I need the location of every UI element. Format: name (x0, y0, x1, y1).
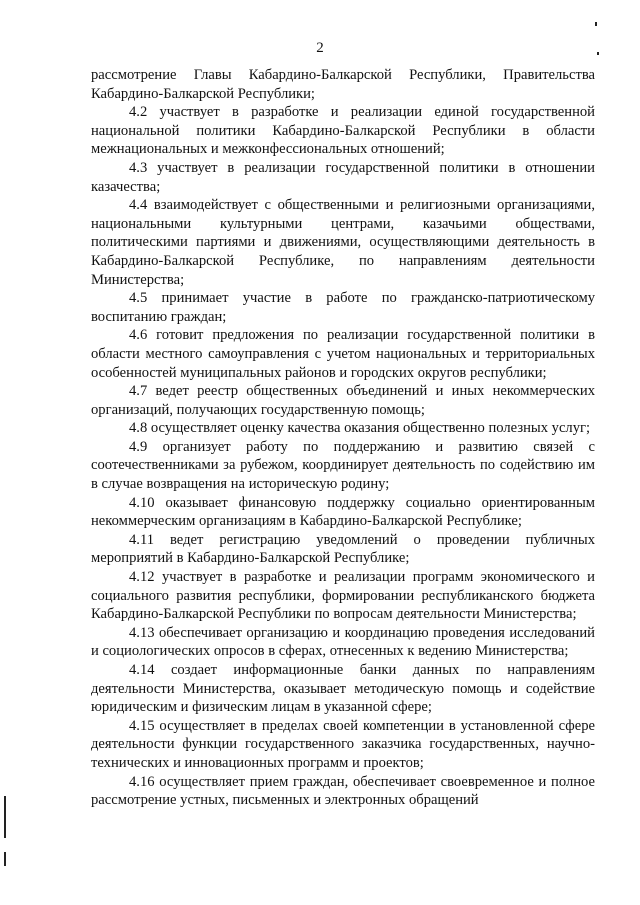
paragraph-4-9: 4.9 организует работу по поддержанию и развитию связей с соотечественниками за рубежом, координирует деятельность по содействию им в случае возвращения на историческую родину; (91, 438, 595, 493)
paragraph-4-10: 4.10 оказывает финансовую поддержку социально ориентированным некоммерческим организациям в Кабардино-Балкарской Республике; (91, 494, 595, 530)
document-body (91, 66, 595, 810)
paragraph-4-6: 4.6 готовит предложения по реализации государственной политики в области местного самоуправления с учетом национальных и территориальных особенностей муниципальных районов и городских округов республики; (91, 327, 595, 381)
paragraph-4-5: 4.5 принимает участие в работе по гражданско-патриотическому воспитанию граждан; (91, 290, 595, 325)
paragraph-4-11: 4.11 ведет регистрацию уведомлений о проведении публичных мероприятий в Кабардино-Балкарской Республике; (91, 531, 595, 567)
paragraph-4-12: 4.12 участвует в разработке и реализации программ экономического и социального развития республики, формировании республиканского бюджета Кабардино-Балкарской Республики по вопросам деятельности Министерства; (91, 569, 595, 623)
paragraph-4-14: 4.14 создает информационные банки данных по направлениям деятельности Министерства, оказывает методическую помощь и содействие юридическим и физическим лицам в указанной сфере; (91, 662, 595, 716)
paragraph-4-8: 4.8 осуществляет оценку качества оказания общественно полезных услуг; (129, 420, 591, 437)
scan-edge-mark (4, 796, 6, 838)
scan-edge-mark (4, 852, 6, 866)
paragraph-4-16: 4.16 осуществляет прием граждан, обеспечивает своевременное и полное рассмотрение устных, письменных и электронных обращений (91, 773, 595, 809)
scan-mark (595, 22, 597, 26)
paragraph-4-3: 4.3 участвует в реализации государственной политики в отношении казачества; (91, 159, 595, 195)
paragraph-4-13: 4.13 обеспечивает организацию и координацию проведения исследований и социологических опросов в сферах, отнесенных к ведению Министерства; (91, 624, 595, 660)
paragraph-4-15: 4.15 осуществляет в пределах своей компетенции в установленной сфере деятельности функции государственного заказчика государственных, научно-технических и инновационных программ и проектов; (91, 717, 595, 771)
scan-mark (597, 52, 599, 55)
paragraph-4-4: 4.4 взаимодействует с общественными и религиозными организациями, национальными культурными центрами, казачьими обществами, политическими партиями и движениями, осуществляющими деятельность в Кабардино-Балкарской Республике, по направлениям деятельности Министерства; (91, 197, 595, 288)
page-number: 2 (316, 40, 324, 56)
paragraph-4-7: 4.7 ведет реестр общественных объединений и иных некоммерческих организаций, получающих государственную помощь; (91, 383, 595, 418)
paragraph-continuation: рассмотрение Главы Кабардино-Балкарской Республики, Правительства Кабардино-Балкарской Республики; (91, 67, 595, 102)
paragraph-4-2: 4.2 участвует в разработке и реализации единой государственной национальной политики Кабардино-Балкарской Республики в области межнациональных и межконфессиональных отношений; (91, 104, 595, 158)
